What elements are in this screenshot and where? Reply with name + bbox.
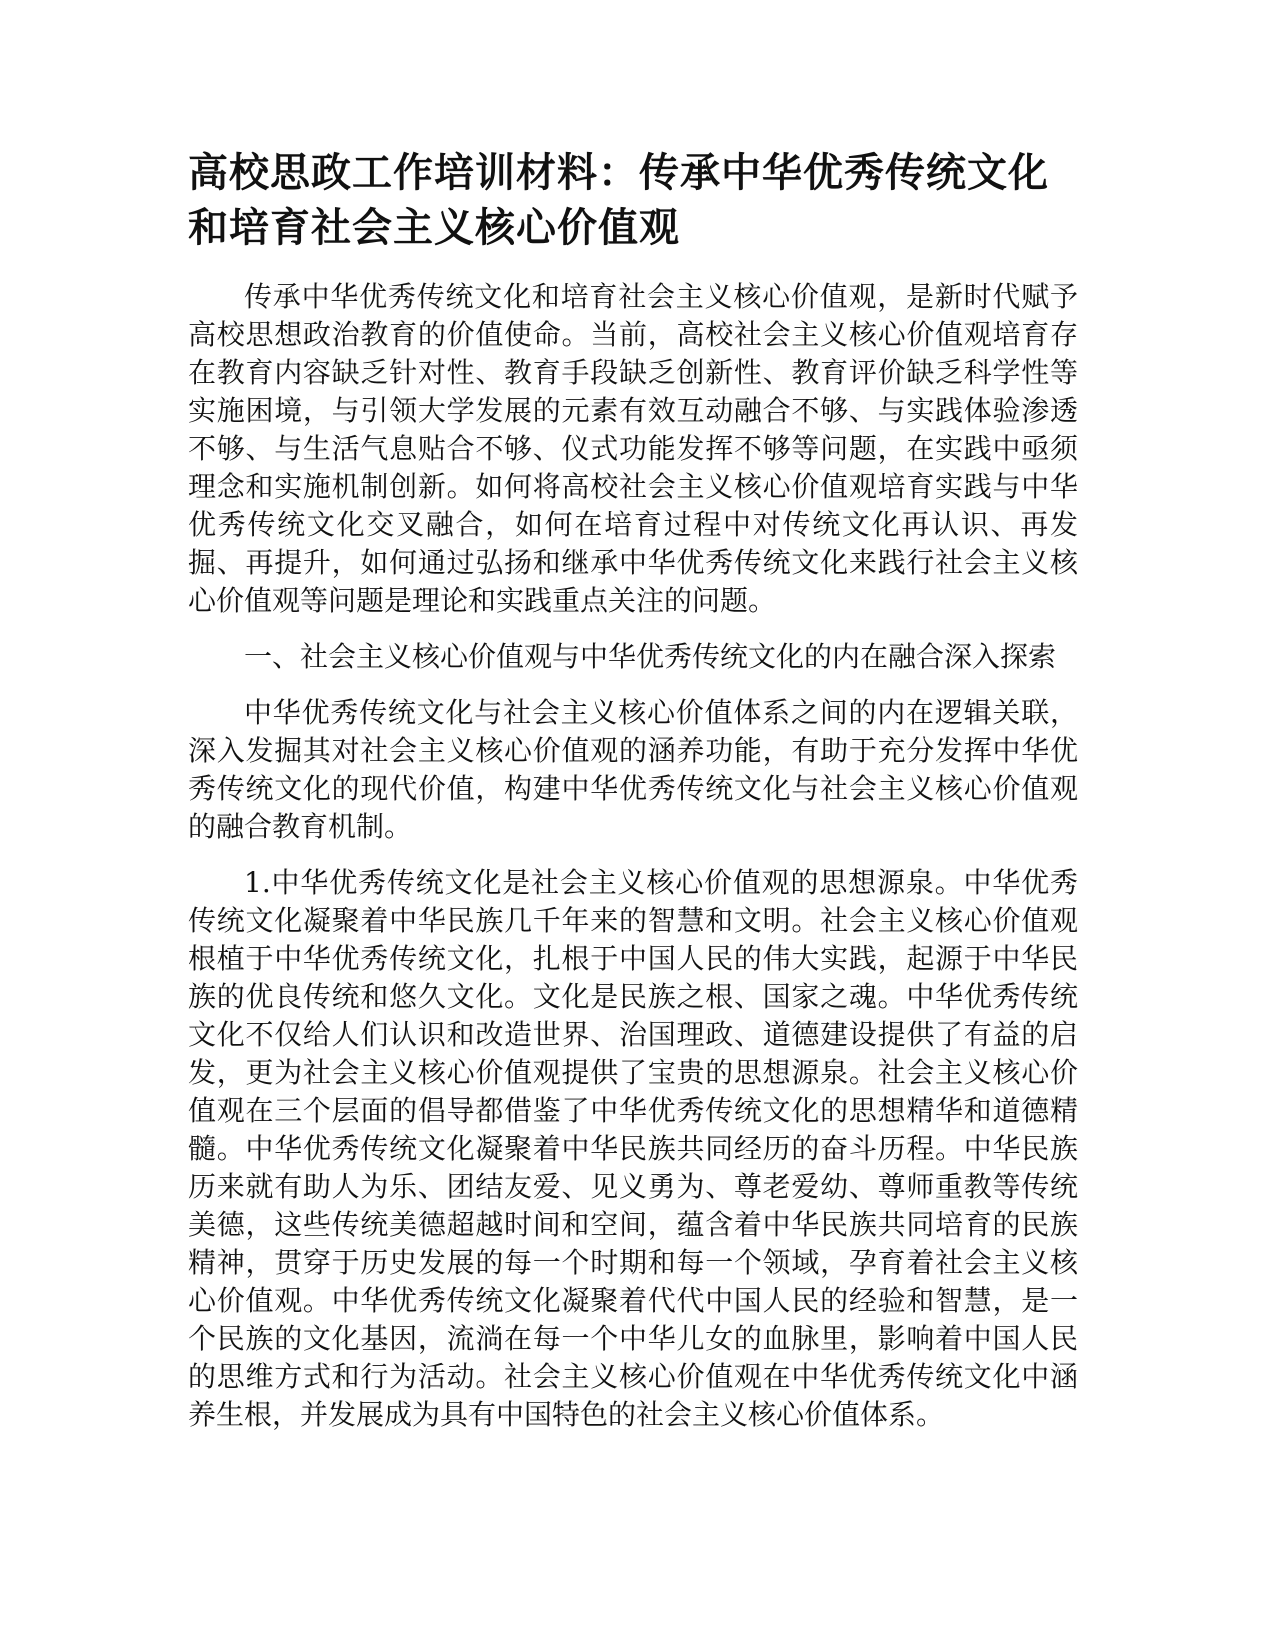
section-heading-1: 一、社会主义核心价值观与中华优秀传统文化的内在融合深入探索 xyxy=(244,640,1057,673)
document-title: 高校思政工作培训材料：传承中华优秀传统文化和培育社会主义核心价值观 xyxy=(188,150,1049,251)
document-page xyxy=(188,146,1078,1452)
section-1-paragraph: 中华优秀传统文化与社会主义核心价值体系之间的内在逻辑关联，深入发掘其对社会主义核心价值观的涵养功能，有助于充分发挥中华优秀传统文化的现代价值，构建中华优秀传统文化与社会主义核心价值观的融合教育机制。 xyxy=(188,696,1078,843)
point-1-paragraph: 1.中华优秀传统文化是社会主义核心价值观的思想源泉。中华优秀传统文化凝聚着中华民族几千年来的智慧和文明。社会主义核心价值观根植于中华优秀传统文化，扎根于中国人民的伟大实践，起源于中华民族的优良传统和悠久文化。文化是民族之根、国家之魂。中华优秀传统文化不仅给人们认识和改造世界、治国理政、道德建设提供了有益的启发，更为社会主义核心价值观提供了宝贵的思想源泉。社会主义核心价值观在三个层面的倡导都借鉴了中华优秀传统文化的思想精华和道德精髓。中华优秀传统文化凝聚着中华民族共同经历的奋斗历程。中华民族历来就有助人为乐、团结友爱、见义勇为、尊老爱幼、尊师重教等传统美德，这些传统美德超越时间和空间，蕴含着中华民族共同培育的民族精神，贯穿于历史发展的每一个时期和每一个领域，孕育着社会主义核心价值观。中华优秀传统文化凝聚着代代中国人民的经验和智慧，是一个民族的文化基因，流淌在每一个中华儿女的血脉里，影响着中国人民的思维方式和行为活动。社会主义核心价值观在中华优秀传统文化中涵养生根，并发展成为具有中国特色的社会主义核心价值体系。 xyxy=(188,866,1078,1431)
intro-paragraph: 传承中华优秀传统文化和培育社会主义核心价值观，是新时代赋予高校思想政治教育的价值使命。当前，高校社会主义核心价值观培育存在教育内容缺乏针对性、教育手段缺乏创新性、教育评价缺乏科学性等实施困境，与引领大学发展的元素有效互动融合不够、与实践体验渗透不够、与生活气息贴合不够、仪式功能发挥不够等问题，在实践中亟须理念和实施机制创新。如何将高校社会主义核心价值观培育实践与中华优秀传统文化交叉融合，如何在培育过程中对传统文化再认识、再发掘、再提升，如何通过弘扬和继承中华优秀传统文化来践行社会主义核心价值观等问题是理论和实践重点关注的问题。 xyxy=(188,280,1078,617)
